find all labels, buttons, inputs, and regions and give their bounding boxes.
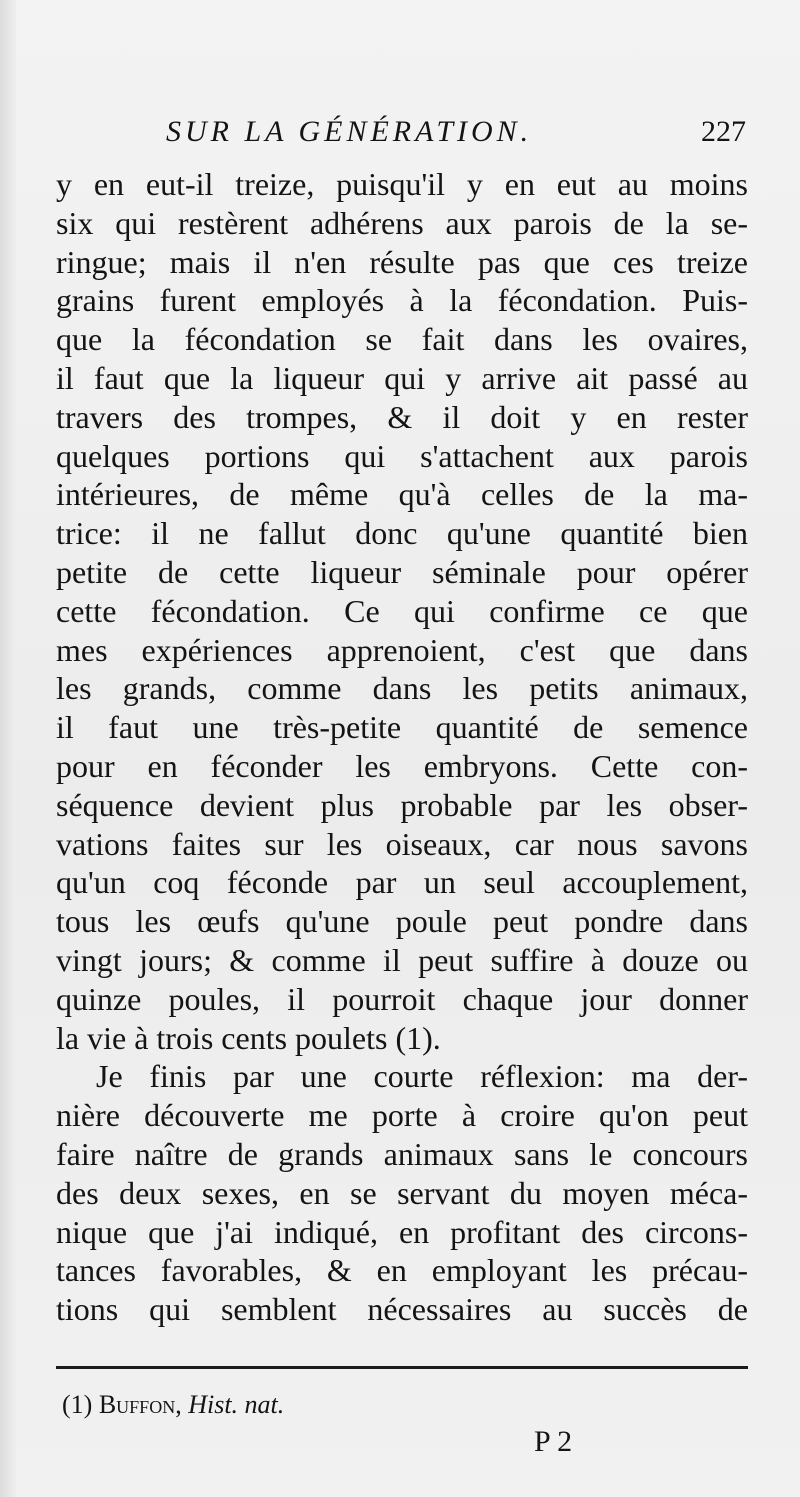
text-line: tous les œufs qu'une poule peut pondre dans [56, 903, 748, 940]
text-line: petite de cette liqueur séminale pour opérer [56, 553, 748, 590]
text-line: y en eut-il treize, puisqu'il y en eut au moins [56, 166, 748, 202]
text-line: vations faites sur les oiseaux, car nous savons [56, 825, 748, 862]
text-line: vingt jours; & comme il peut suffire à douze ou [56, 941, 748, 978]
text-line: il faut une très-petite quantité de semence [56, 709, 748, 746]
text-line: mes expériences apprenoient, c'est que dans [56, 631, 748, 668]
text-line: six qui restèrent adhérens aux parois de la se- [56, 204, 748, 241]
text-line: faire naître de grands animaux sans le concours [56, 1135, 748, 1172]
page-edge-shadow [0, 0, 16, 1497]
footnote: (1) Buffon, Hist. nat. [62, 1390, 285, 1419]
text-line: grains furent employés à la fécondation. Puis- [56, 282, 748, 319]
footnote-marker: (1) [62, 1390, 93, 1419]
body-text [56, 165, 748, 1329]
text-line: intérieures, de même qu'à celles de la ma- [56, 476, 748, 513]
text-line: tances favorables, & en employant les précau- [56, 1252, 748, 1289]
running-title: SUR LA GÉNÉRATION. [166, 115, 533, 148]
text-line: quinze poules, il pourroit chaque jour donner [56, 980, 748, 1017]
text-line: trice: il ne fallut donc qu'une quantité bien [56, 515, 748, 552]
text-line: que la fécondation se fait dans les ovaires, [56, 321, 748, 358]
footnote-author: Buffon [98, 1390, 176, 1419]
text-line-paragraph-start: Je finis par une courte réflexion: ma der- [96, 1058, 748, 1095]
footnote-work: Hist. nat. [188, 1390, 285, 1419]
page-number: 227 [701, 115, 746, 148]
text-line: travers des trompes, & il doit y en rester [56, 398, 748, 435]
text-line: nique que j'ai indiqué, en profitant des circons- [56, 1213, 748, 1250]
text-line: quelques portions qui s'attachent aux parois [56, 437, 748, 474]
text-line-paragraph-end: la vie à trois cents poulets (1). [56, 1019, 441, 1056]
footnote-divider [56, 1366, 748, 1369]
text-line: séquence devient plus probable par les obser- [56, 786, 748, 823]
text-line: des deux sexes, en se servant du moyen méca- [56, 1174, 748, 1211]
text-line: cette fécondation. Ce qui confirme ce que [56, 592, 748, 629]
text-line: ringue; mais il n'en résulte pas que ces treize [56, 243, 748, 280]
signature-mark: P 2 [534, 1425, 573, 1458]
text-line: il faut que la liqueur qui y arrive ait passé au [56, 359, 748, 396]
text-line: qu'un coq féconde par un seul accouplement, [56, 864, 748, 901]
text-line: les grands, comme dans les petits animaux, [56, 670, 748, 707]
text-line: nière découverte me porte à croire qu'on peut [56, 1097, 748, 1134]
text-line: pour en féconder les embryons. Cette con- [56, 747, 748, 784]
text-line: tions qui semblent nécessaires au succès de [56, 1291, 748, 1328]
page-header [56, 112, 746, 152]
